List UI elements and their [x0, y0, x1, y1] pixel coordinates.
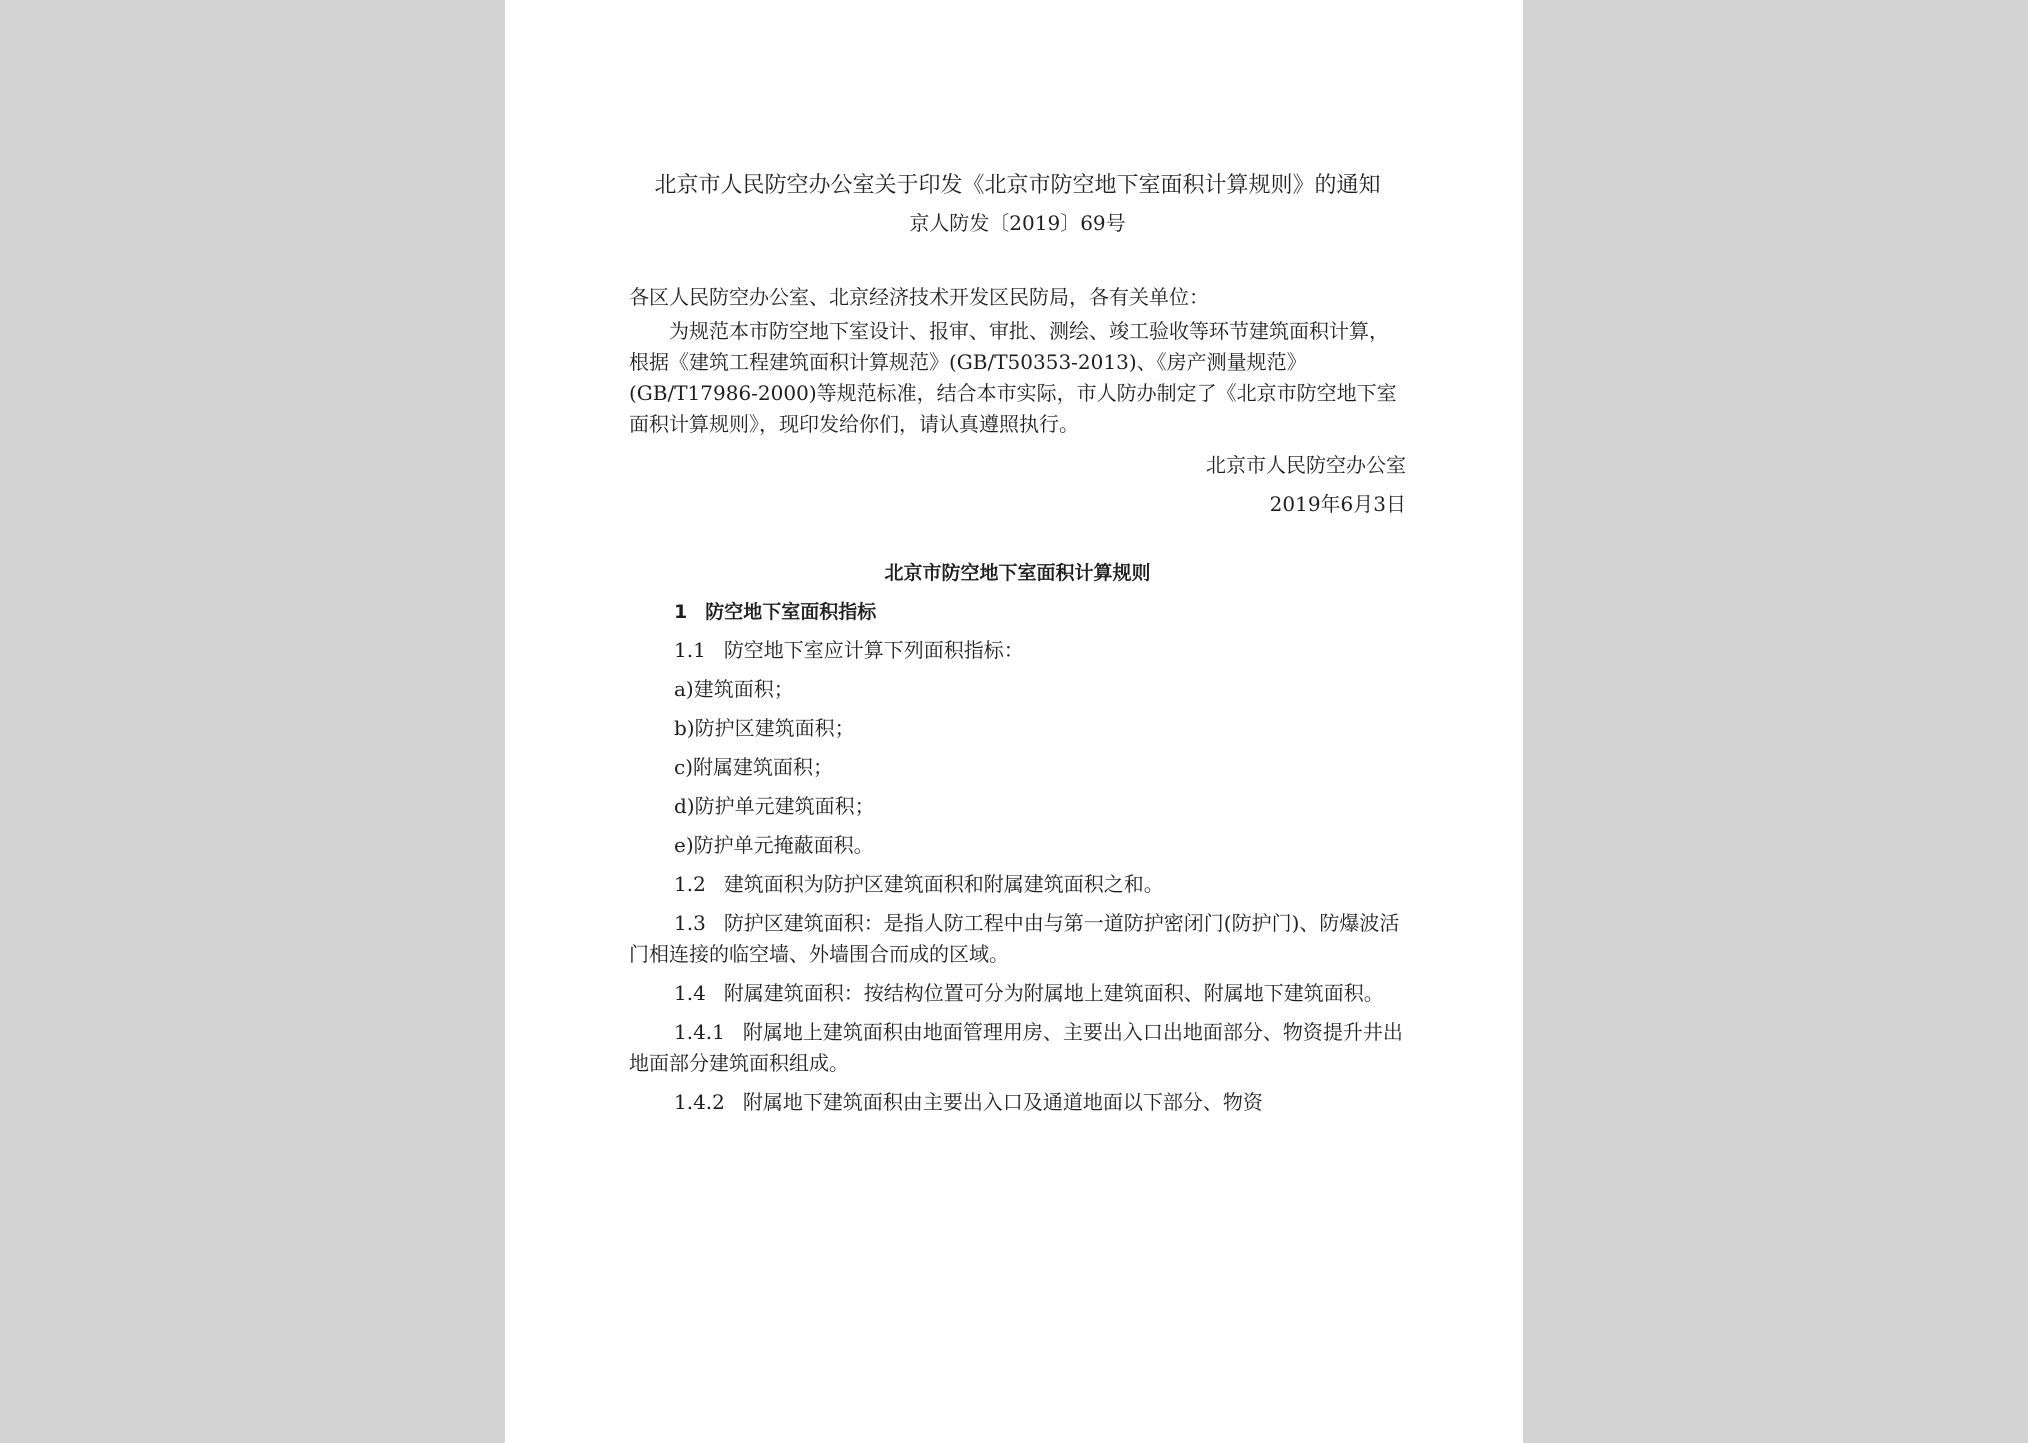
clause-number: 1.4.1 — [674, 1020, 725, 1044]
clause-1-4-2 — [629, 1087, 1406, 1118]
document-page — [505, 0, 1523, 1443]
signature-date: 2019年6月3日 — [1269, 492, 1406, 516]
clause-1-4 — [629, 978, 1406, 1009]
list-item: e)防护单元掩蔽面积。 — [674, 833, 874, 857]
clause-number: 1.1 — [674, 638, 706, 662]
clause-text: 附属地上建筑面积由地面管理用房、主要出入口出地面部分、物资提升井出地面部分建筑面积组成。 — [629, 1020, 1403, 1075]
list-item: b)防护区建筑面积； — [674, 716, 855, 740]
clause-1-4-1 — [629, 1017, 1406, 1079]
notice-body-paragraph: 为规范本市防空地下室设计、报审、审批、测绘、竣工验收等环节建筑面积计算，根据《建筑工程建筑面积计算规范》(GB/T50353-2013)、《房产测量规范》(GB/T17986-2000)等规范标准，结合本市实际，市人防办制定了《北京市防空地下室面积计算规则》，现印发给你们，请认真遵照执行。 — [629, 319, 1397, 436]
document-content — [629, 170, 1406, 1118]
list-item: a)建筑面积； — [674, 677, 794, 701]
clause-text: 建筑面积为防护区建筑面积和附属建筑面积之和。 — [723, 872, 1164, 896]
document-number: 京人防发〔2019〕69号 — [909, 211, 1126, 235]
salutation: 各区人民防空办公室、北京经济技术开发区民防局，各有关单位： — [629, 285, 1209, 309]
list-item: d)防护单元建筑面积； — [674, 794, 875, 818]
clause-text: 附属建筑面积：按结构位置可分为附属地上建筑面积、附属地下建筑面积。 — [723, 981, 1384, 1005]
clause-number: 1.4.2 — [674, 1090, 725, 1114]
clause-number: 1.2 — [674, 872, 706, 896]
signature-organization: 北京市人民防空办公室 — [1206, 453, 1406, 477]
clause-1-1 — [629, 635, 1406, 666]
list-item: c)附属建筑面积； — [674, 755, 834, 779]
section-number: 1 — [674, 601, 688, 623]
rules-title: 北京市防空地下室面积计算规则 — [884, 562, 1151, 584]
clause-1-2 — [629, 869, 1406, 900]
clause-number: 1.4 — [674, 981, 706, 1005]
clause-text: 防空地下室应计算下列面积指标： — [723, 638, 1024, 662]
clause-1-3 — [629, 908, 1406, 970]
clause-text: 附属地下建筑面积由主要出入口及通道地面以下部分、物资 — [742, 1090, 1263, 1114]
clause-text: 防护区建筑面积：是指人防工程中由与第一道防护密闭门(防护门)、防爆波活门相连接的临空墙、外墙围合而成的区域。 — [629, 911, 1400, 966]
notice-title: 北京市人民防空办公室关于印发《北京市防空地下室面积计算规则》的通知 — [654, 173, 1381, 198]
section-heading-text: 防空地下室面积指标 — [705, 601, 877, 623]
clause-number: 1.3 — [674, 911, 706, 935]
section-heading — [629, 597, 1406, 627]
